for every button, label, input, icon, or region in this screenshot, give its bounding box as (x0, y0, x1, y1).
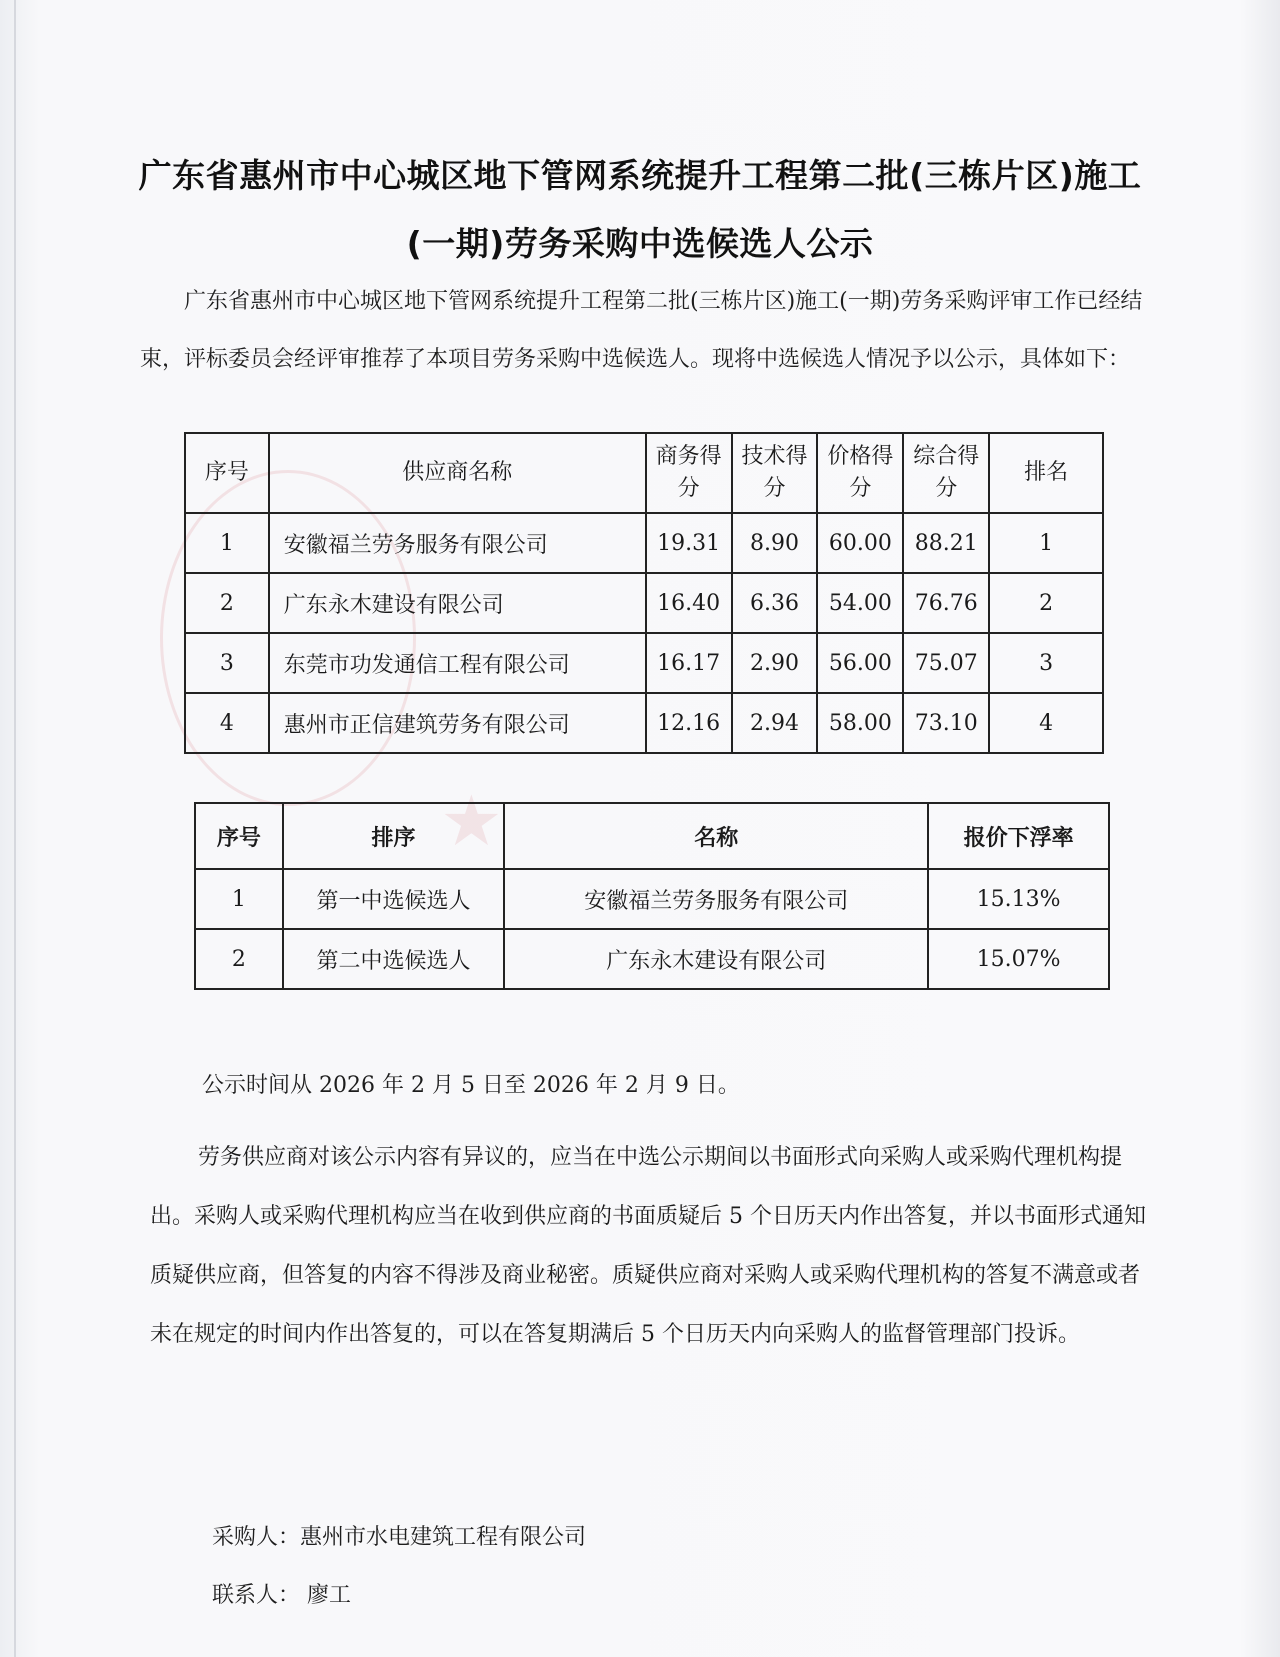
cell: 2.94 (732, 693, 818, 753)
cell: 东莞市功发通信工程有限公司 (269, 633, 646, 693)
col-header: 序号 (185, 433, 269, 513)
cell: 2.90 (732, 633, 818, 693)
cell: 2 (185, 573, 269, 633)
col-header: 序号 (195, 803, 283, 869)
cell: 8.90 (732, 513, 818, 573)
cell: 3 (185, 633, 269, 693)
score-table (184, 432, 1104, 754)
cell: 15.13% (928, 869, 1109, 929)
cell: 1 (185, 513, 269, 573)
table-row (185, 693, 1103, 753)
col-header: 供应商名称 (269, 433, 646, 513)
scan-edge (14, 0, 16, 1657)
col-header: 综合得分 (903, 433, 989, 513)
cell: 第二中选候选人 (283, 929, 504, 989)
cell: 16.40 (646, 573, 732, 633)
col-header: 商务得分 (646, 433, 732, 513)
cell: 安徽福兰劳务服务有限公司 (504, 869, 928, 929)
cell: 54.00 (817, 573, 903, 633)
table-row (195, 869, 1109, 929)
cell: 58.00 (817, 693, 903, 753)
page-title-line1: 广东省惠州市中心城区地下管网系统提升工程第二批(三栋片区)施工 (138, 156, 1142, 195)
col-header: 排序 (283, 803, 504, 869)
candidate-table (194, 802, 1110, 990)
cell: 4 (185, 693, 269, 753)
cell: 76.76 (903, 573, 989, 633)
col-header: 排名 (989, 433, 1103, 513)
cell: 安徽福兰劳务服务有限公司 (269, 513, 646, 573)
candidate-table-header (195, 803, 1109, 869)
cell: 2 (989, 573, 1103, 633)
cell: 6.36 (732, 573, 818, 633)
notice-period: 公示时间从 2026 年 2 月 5 日至 2026 年 2 月 9 日。 (202, 1073, 740, 1098)
table-row (185, 513, 1103, 573)
score-table-header (185, 433, 1103, 513)
cell: 73.10 (903, 693, 989, 753)
table-row (195, 929, 1109, 989)
intro-paragraph: 广东省惠州市中心城区地下管网系统提升工程第二批(三栋片区)施工(一期)劳务采购评审工作已经结束，评标委员会经评审推荐了本项目劳务采购中选候选人。现将中选候选人情况予以公示，具体如下： (140, 289, 1143, 372)
cell: 3 (989, 633, 1103, 693)
col-header: 名称 (504, 803, 928, 869)
objection-paragraph: 劳务供应商对该公示内容有异议的，应当在中选公示期间以书面形式向采购人或采购代理机构提出。采购人或采购代理机构应当在收到供应商的书面质疑后 5 个日历天内作出答复，并以书面形式通知质疑供应商，但答复的内容不得涉及商业秘密。质疑供应商对采购人或采购代理机构的答复不满意或者未在规定的时间内作出答复的，可以在答复期满后 5 个日历天内向采购人的监督管理部门投诉。 (150, 1145, 1146, 1347)
table-row (185, 573, 1103, 633)
cell: 4 (989, 693, 1103, 753)
cell: 60.00 (817, 513, 903, 573)
cell: 惠州市正信建筑劳务有限公司 (269, 693, 646, 753)
cell: 1 (195, 869, 283, 929)
col-header: 报价下浮率 (928, 803, 1109, 869)
cell: 56.00 (817, 633, 903, 693)
cell: 15.07% (928, 929, 1109, 989)
cell: 1 (989, 513, 1103, 573)
page-title-line2: (一期)劳务采购中选候选人公示 (406, 224, 874, 263)
cell: 2 (195, 929, 283, 989)
table-row (185, 633, 1103, 693)
col-header: 技术得分 (732, 433, 818, 513)
cell: 12.16 (646, 693, 732, 753)
cell: 19.31 (646, 513, 732, 573)
col-header: 价格得分 (817, 433, 903, 513)
cell: 88.21 (903, 513, 989, 573)
cell: 广东永木建设有限公司 (269, 573, 646, 633)
cell: 广东永木建设有限公司 (504, 929, 928, 989)
cell: 第一中选候选人 (283, 869, 504, 929)
contact: 联系人： 廖工 (212, 1583, 351, 1608)
purchaser: 采购人：惠州市水电建筑工程有限公司 (212, 1525, 587, 1550)
stamp-star-icon: ★ (440, 780, 503, 862)
cell: 75.07 (903, 633, 989, 693)
cell: 16.17 (646, 633, 732, 693)
